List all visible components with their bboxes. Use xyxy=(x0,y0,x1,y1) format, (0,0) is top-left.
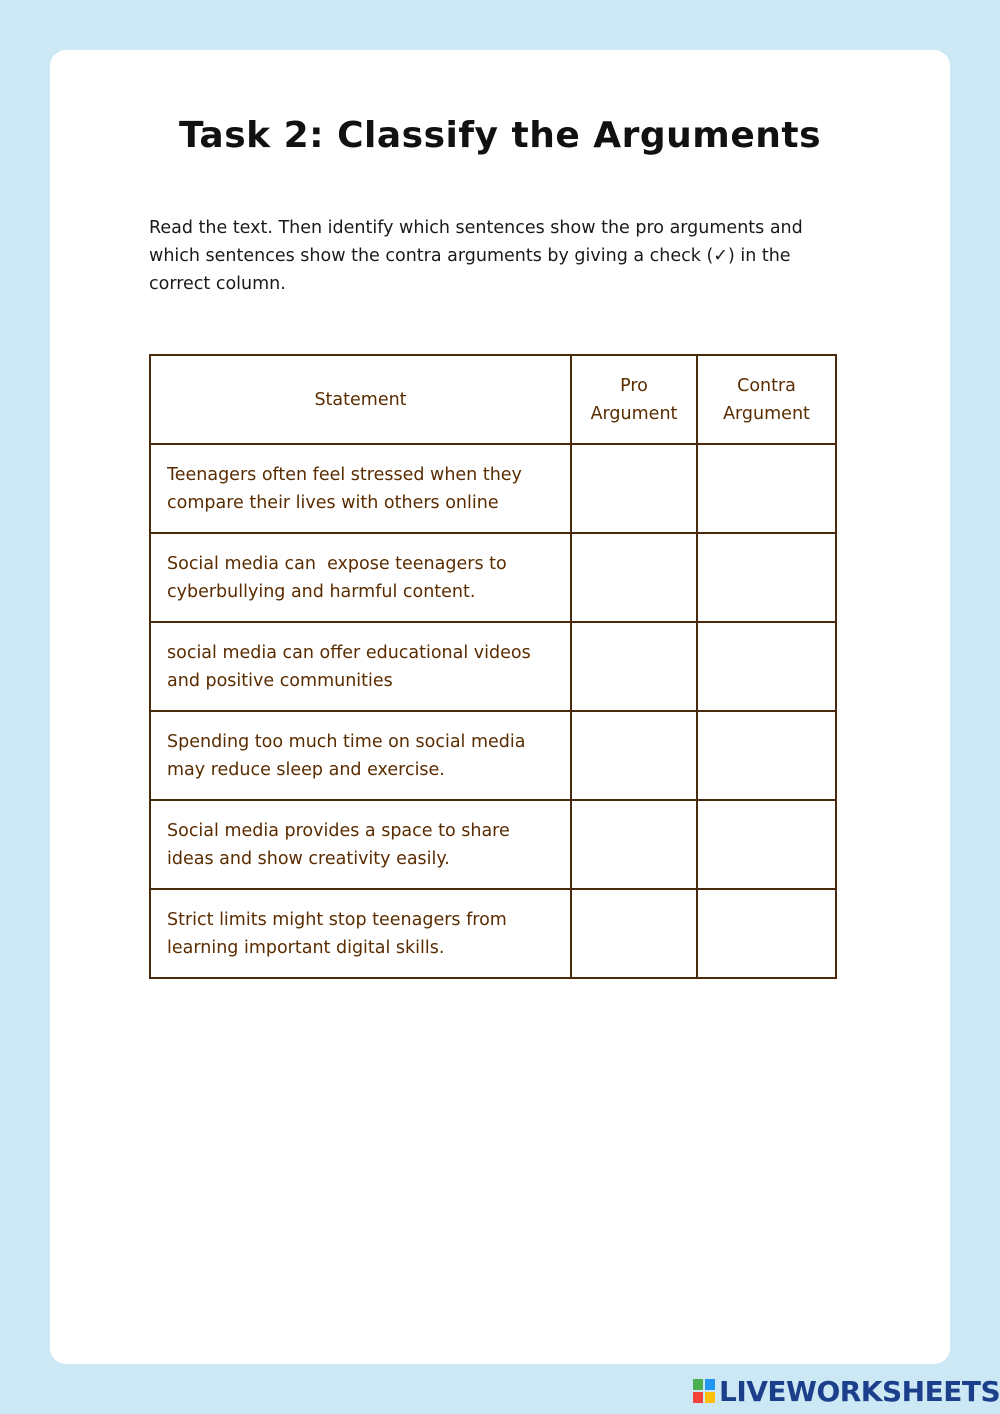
table-header-row xyxy=(150,355,836,444)
pro-check-cell[interactable] xyxy=(571,533,697,622)
table-row xyxy=(150,711,836,800)
header-pro: Pro Argument xyxy=(571,355,697,444)
statement-cell: Spending too much time on social media may reduce sleep and exercise. xyxy=(150,711,571,800)
pro-check-cell[interactable] xyxy=(571,444,697,533)
statement-cell: Strict limits might stop teenagers from learning important digital skills. xyxy=(150,889,571,978)
table-row xyxy=(150,800,836,889)
instructions-text: Read the text. Then identify which sentences show the pro arguments and which sentences show the contra arguments by giving a check (✓) in the correct column. xyxy=(149,218,803,294)
statement-cell: social media can offer educational videos and positive communities xyxy=(150,622,571,711)
statement-cell: Teenagers often feel stressed when they compare their lives with others online xyxy=(150,444,571,533)
header-statement: Statement xyxy=(150,355,571,444)
contra-check-cell[interactable] xyxy=(697,444,836,533)
pro-check-cell[interactable] xyxy=(571,622,697,711)
logo-square xyxy=(693,1379,703,1390)
brand-wordmark: LIVEWORKSHEETS xyxy=(719,1374,1000,1408)
pro-check-cell[interactable] xyxy=(571,711,697,800)
liveworksheets-logo-icon xyxy=(693,1379,715,1403)
page-title: Task 2: Classify the Arguments xyxy=(179,115,821,156)
table-row xyxy=(150,622,836,711)
table-row xyxy=(150,444,836,533)
statement-cell: Social media can expose teenagers to cyberbullying and harmful content. xyxy=(150,533,571,622)
logo-square xyxy=(693,1392,703,1403)
arguments-table xyxy=(149,354,837,979)
liveworksheets-brand xyxy=(693,1376,1000,1406)
table-row xyxy=(150,533,836,622)
statement-cell: Social media provides a space to share ideas and show creativity easily. xyxy=(150,800,571,889)
logo-square xyxy=(705,1379,715,1390)
contra-check-cell[interactable] xyxy=(697,622,836,711)
logo-square xyxy=(705,1392,715,1403)
contra-check-cell[interactable] xyxy=(697,800,836,889)
contra-check-cell[interactable] xyxy=(697,711,836,800)
contra-check-cell[interactable] xyxy=(697,889,836,978)
pro-check-cell[interactable] xyxy=(571,800,697,889)
pro-check-cell[interactable] xyxy=(571,889,697,978)
header-contra: Contra Argument xyxy=(697,355,836,444)
table-row xyxy=(150,889,836,978)
contra-check-cell[interactable] xyxy=(697,533,836,622)
